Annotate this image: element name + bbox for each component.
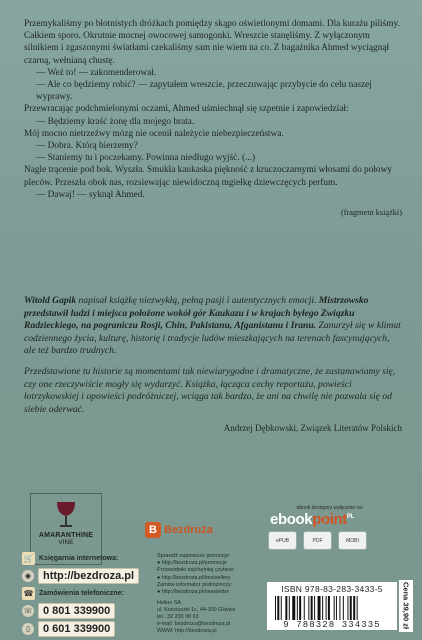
- bezdroza-label: Bezdroża: [164, 524, 213, 536]
- promo-line: Przewodniki najchętniej czytane:: [157, 567, 235, 574]
- review-blurb: [24, 295, 402, 435]
- barcode-bar: [322, 596, 323, 620]
- barcode-bar: [285, 596, 287, 620]
- isbn-label: ISBN 978-83-283-3433-5: [281, 584, 383, 594]
- barcode-bar: [343, 596, 344, 620]
- review-text: napisał książkę niezwykłą, pełną pasji i autentycznych emocji.: [76, 295, 319, 306]
- barcode-bar: [339, 596, 340, 620]
- barcode-bar: [347, 596, 348, 620]
- promo-links: [157, 553, 267, 596]
- book-excerpt: [24, 18, 402, 219]
- shop-url[interactable]: http://bezdroza.pl: [38, 568, 139, 584]
- phone-number-2[interactable]: 0 601 339900: [38, 621, 115, 637]
- phone-order-label: Zamówienia telefoniczne:: [39, 590, 124, 597]
- excerpt-dialogue: — Ale co będziemy robić? — zapytałem wreszcie, przeczuwając przybycie do celu naszej wyprawy.: [36, 80, 372, 103]
- excerpt-dialogue: — Będziemy kraść żonę dla mojego brata.: [36, 116, 195, 127]
- promo-link[interactable]: ● http://bezdroza.pl/promocje: [157, 560, 227, 567]
- barcode-bar: [311, 596, 313, 620]
- wine-glass-icon: [53, 500, 79, 530]
- ebook-formats: [268, 531, 367, 550]
- cart-icon: 🛒: [23, 554, 34, 563]
- barcode-bar: [299, 596, 301, 620]
- globe-icon: ◉: [22, 570, 34, 582]
- barcode-bar: [281, 596, 282, 620]
- review-text: Zanurzył się w klimat codziennego życia, kulturę, historię i tradycje ludów mieszkających na terenach fascynujących, ale też bardzo trudnych.: [24, 320, 401, 357]
- vine-label: VINE: [58, 539, 74, 546]
- excerpt-paragraph: Nagle trącenie pod bok. Wyszła. Smukła kaukaska piękność z kruczoczarnymi włosami do połowy pleców. Przeszła obok nas, rozsiewając niewidoczną mgiełkę dziewczęcych perfum.: [24, 165, 392, 188]
- ebookpoint-wordmark: ebookpoint$^{PL}$: [270, 511, 354, 528]
- ebookpoint-logo: [270, 505, 390, 528]
- price-label: Cena 39,90 zł: [399, 580, 413, 632]
- barcode-bar: [336, 596, 337, 620]
- barcode-bar: [289, 596, 290, 620]
- bezdroza-b-icon: B: [145, 522, 161, 538]
- shop-contact: [22, 552, 150, 639]
- excerpt-dialogue: — Dobra. Którą bierzemy?: [36, 141, 138, 152]
- publisher-info: Helion SA ul. Kościuszki 1c, 44-100 Gliwice tel.: 32 230 98 63 e-mail: bezdroza@bezdroza.pl WWW: http://bezdroza.pl: [157, 600, 236, 634]
- excerpt-paragraph: Przemykaliśmy po błotnistych dróżkach pomiędzy skąpo oświetlonymi domami. Dla kurażu piliśmy. Całkiem sporo. Okrutnie mocnej owocowej samogonki. Wreszcie stanęliśmy. Z wyłączonym silnikiem i zgaszonymi światłami czekaliśmy sam nie wiem na co. Z bagażnika Ahmed wyciągnął czarną, wełnianą chustę.: [24, 19, 400, 66]
- review-paragraph-1: [24, 295, 402, 358]
- mobile-phone-icon: ▯: [22, 623, 34, 635]
- excerpt-source: (fragment książki): [340, 208, 402, 218]
- barcode-bar: [297, 596, 298, 620]
- excerpt-dialogue: — Dawaj! — syknął Ahmed.: [36, 189, 145, 200]
- barcode-bar: [318, 596, 321, 620]
- bezdroza-logo: [145, 522, 213, 538]
- review-author-name: Witold Gapik: [24, 295, 77, 306]
- excerpt-paragraph: Przewracając podchmielonymi oczami, Ahmed uśmiechnął się szpetnie i zapowiedział:: [24, 104, 349, 115]
- excerpt-paragraph: Mój mocno nietrzeźwy mózg nie ocenił należycie niebezpieczeństwa.: [24, 128, 284, 139]
- barcode-bar: [308, 596, 309, 620]
- phone-icon: ☎: [23, 589, 34, 598]
- isbn-digits: 9 788328 334335: [283, 620, 381, 630]
- promo-line: Zamów informator podróżniczy:: [157, 581, 233, 588]
- barcode-bar: [334, 596, 335, 620]
- promo-link[interactable]: ● http://bezdroza.pl/newsletter: [157, 589, 230, 596]
- barcode-bar: [292, 596, 295, 620]
- excerpt-dialogue: — Staniemy tu i poczekamy. Powinna niedługo wyjść. (...): [36, 153, 256, 164]
- phone-number-1[interactable]: 0 801 339900: [38, 603, 115, 619]
- barcode-bar: [304, 596, 305, 620]
- phone-handset-icon: ☏: [22, 605, 34, 617]
- review-paragraph-2: Przedstawione tu historie są momentami tak niewiarygodne i dramatyczne, że zastanawiamy się, czy one rzeczywiście mogły się wydarzyć. Książka, łącząca cechy reportażu, powieści łotrzykowskiej i opowieści podróżniczej, wciąga tak bardzo, że ani na chwilę nie pozwala się od siebie oderwać.: [24, 365, 396, 415]
- epub-device-icon: ePUB: [268, 531, 297, 550]
- mobi-device-icon: MOBI: [338, 531, 367, 550]
- barcode-bar: [277, 596, 279, 620]
- barcode-bar: [275, 596, 276, 620]
- promo-link[interactable]: ● http://bezdroza.pl/bestsellery: [157, 574, 231, 581]
- review-signature: Andrzej Dębkowski, Związek Literatów Polskich: [223, 423, 402, 434]
- barcode-bar: [326, 596, 327, 620]
- pdf-device-icon: PDF: [303, 531, 332, 550]
- barcode-bar: [314, 596, 315, 620]
- amaranthine-label: AMARANTHINE: [38, 532, 94, 539]
- barcode-bar: [350, 596, 352, 620]
- barcode-graphic: [275, 596, 391, 620]
- barcode-bar: [328, 596, 330, 620]
- promo-line: Sprawdź najnowsze promocje:: [157, 553, 231, 559]
- internet-shop-label: Księgarnia internetowa:: [39, 555, 119, 562]
- barcode-bar: [353, 596, 355, 620]
- excerpt-dialogue: — Weź to! — zakomenderował.: [36, 67, 157, 78]
- barcode-bar: [357, 596, 358, 620]
- ebookpoint-caption: ebook dostępny wyłącznie na:: [296, 505, 364, 511]
- isbn-barcode: [267, 582, 397, 630]
- review-highlight: Mistrzowsko przedstawił ludzi i miejsca położone wokół gór Kaukazu i w krajach byłego Związku Radzieckiego, na pograniczu Rosji, Chin, Pakistanu, Afganistanu i Iranu.: [24, 295, 369, 332]
